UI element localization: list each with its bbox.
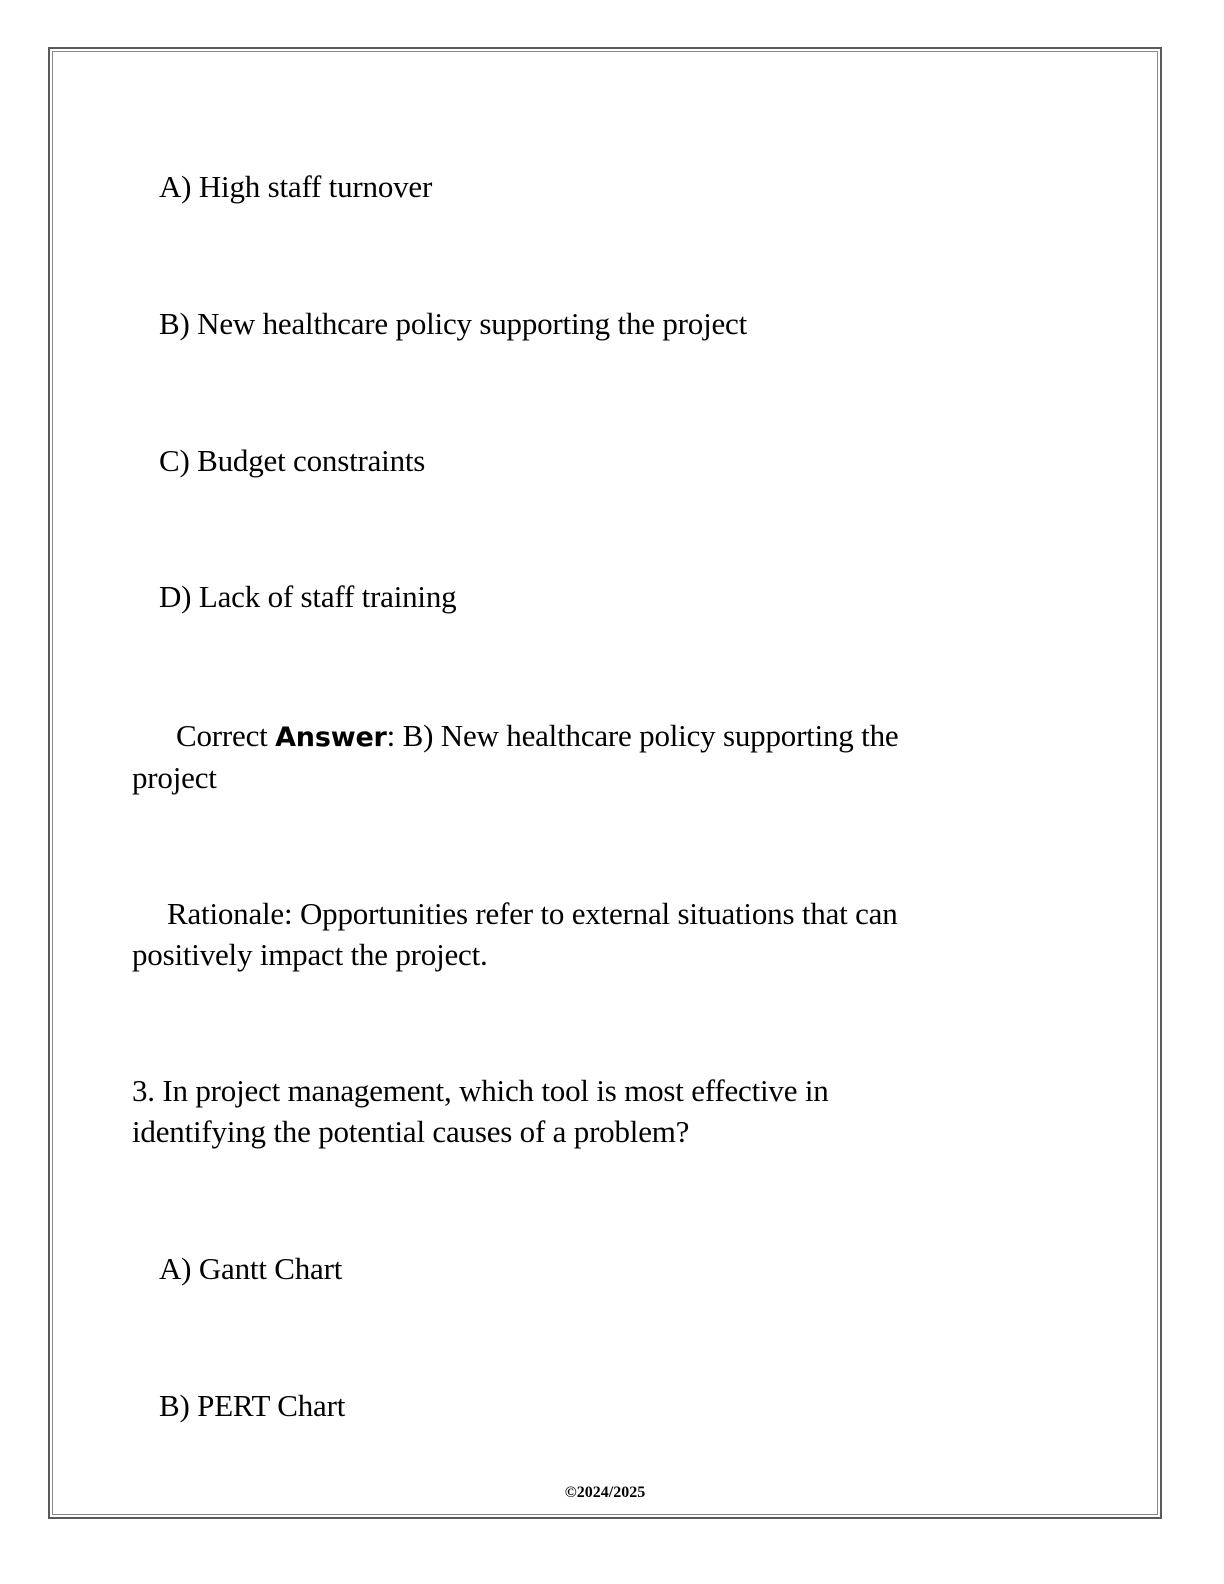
copyright-footer: ©2024/2025 xyxy=(564,1484,646,1501)
correct-answer-line-1 xyxy=(176,715,898,758)
correct-answer-line-2: project xyxy=(132,760,217,795)
option-a-staff-turnover: A) High staff turnover xyxy=(159,169,433,204)
correct-answer-text: : B) New healthcare policy supporting the xyxy=(386,718,899,753)
rationale-line-2: positively impact the project. xyxy=(132,937,488,972)
correct-answer-label: Answer xyxy=(275,722,387,753)
option-b-healthcare-policy: B) New healthcare policy supporting the project xyxy=(159,306,748,341)
option-d-staff-training: D) Lack of staff training xyxy=(159,579,457,614)
rationale-line-1: Rationale: Opportunities refer to external situations that can xyxy=(167,896,898,931)
question-3-line-2: identifying the potential causes of a problem? xyxy=(132,1114,690,1149)
page-border-inner xyxy=(52,51,1158,1515)
option-a-gantt-chart: A) Gantt Chart xyxy=(159,1251,343,1286)
option-c-budget-constraints: C) Budget constraints xyxy=(159,443,426,478)
question-3-line-1: 3. In project management, which tool is most effective in xyxy=(132,1073,829,1108)
correct-answer-prefix: Correct xyxy=(176,718,276,753)
option-b-pert-chart: B) PERT Chart xyxy=(159,1388,346,1423)
